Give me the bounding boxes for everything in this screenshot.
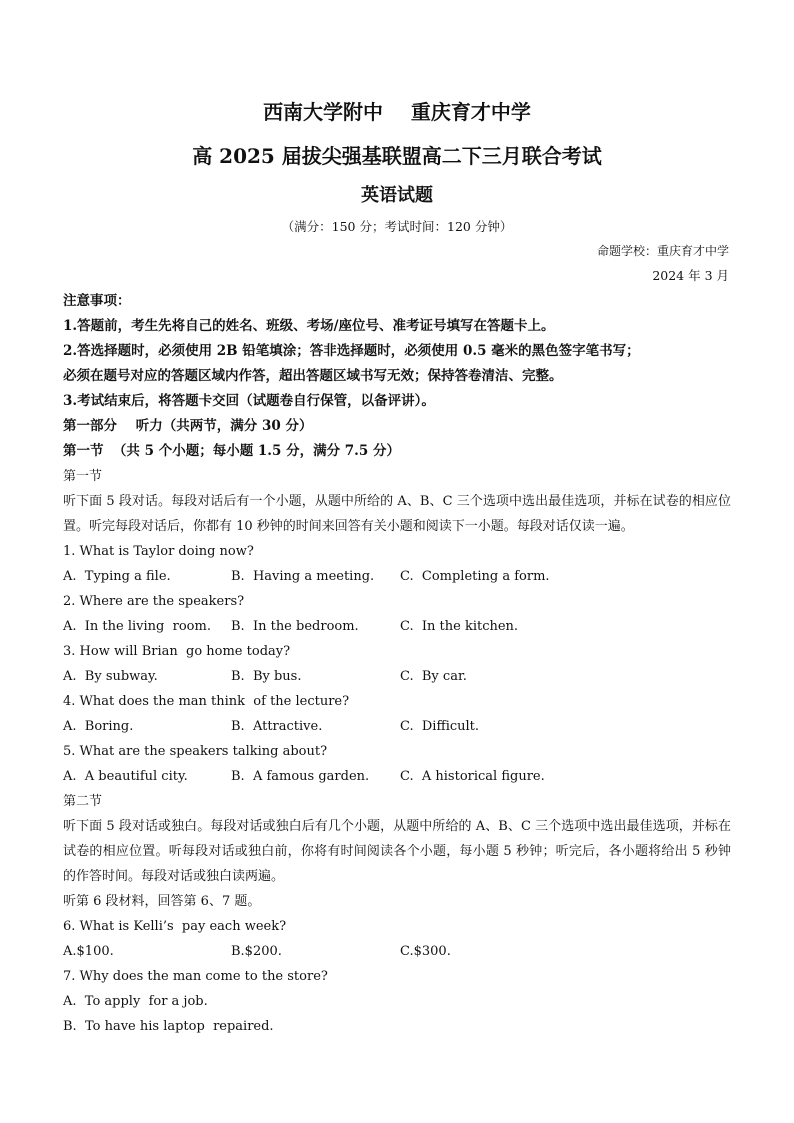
school-names: 西南大学附中 重庆育才中学 bbox=[263, 100, 531, 124]
option-a: A. To apply for a job. bbox=[63, 994, 208, 1009]
part1-heading: 第一部分 听力（共两节，满分 30 分） bbox=[63, 418, 313, 434]
question-stem: 6. What is Kelli’s pay each week? bbox=[63, 919, 287, 934]
question-2 bbox=[63, 589, 731, 639]
option-c: C. Completing a form. bbox=[400, 569, 550, 584]
setter-school: 命题学校：重庆育才中学 bbox=[596, 244, 729, 258]
note-3: 3.考试结束后，将答题卡交回（试题卷自行保管，以备评讲）。 bbox=[63, 393, 435, 409]
option-a: A. In the living room. bbox=[63, 619, 211, 634]
option-c: C. In the kitchen. bbox=[400, 619, 519, 634]
option-c: C. Difficult. bbox=[400, 719, 480, 734]
option-a: A. Boring. bbox=[63, 719, 134, 734]
section2-instructions: 听下面 5 段对话或独白。每段对话或独白后有几个小题，从题中所给的 A、B、C 三个选项中选出最佳选项，并标在试卷的相应位置。听每段对话或独白前，你将有时间阅读各个小题，每小题 5 秒钟；听完后，各小题将给出 5 秒钟的作答时间。每段对话或独白读两遍。 bbox=[63, 819, 731, 884]
exam-info: （满分：150 分；考试时间：120 分钟） bbox=[281, 219, 513, 234]
section1-heading: 第一节 （共 5 个小题；每小题 1.5 分，满分 7.5 分） bbox=[63, 443, 400, 459]
options-row bbox=[63, 564, 731, 589]
options-row bbox=[63, 664, 731, 689]
subject-title: 英语试题 bbox=[361, 185, 433, 206]
notes-heading: 注意事项： bbox=[63, 293, 131, 309]
question-stem: 2. Where are the speakers? bbox=[63, 594, 245, 609]
options-row bbox=[63, 764, 731, 789]
option-a: A. By subway. bbox=[63, 669, 158, 684]
option-a: A. Typing a file. bbox=[63, 569, 171, 584]
option-a: A.$100. bbox=[63, 944, 114, 959]
option-b: B. In the bedroom. bbox=[231, 619, 359, 634]
section2-label: 第二节 bbox=[63, 794, 103, 809]
option-b: B. Having a meeting. bbox=[231, 569, 375, 584]
option-c: C. A historical figure. bbox=[400, 769, 545, 784]
question-7 bbox=[63, 964, 731, 1039]
question-5 bbox=[63, 739, 731, 789]
question-1 bbox=[63, 539, 731, 589]
question-stem: 7. Why does the man come to the store? bbox=[63, 969, 328, 984]
section1-instructions: 听下面 5 段对话。每段对话后有一个小题，从题中所给的 A、B、C 三个选项中选出最佳选项，并标在试卷的相应位置。听完每段对话后，你都有 10 秒钟的时间来回答有关小题和阅读下一小题。每段对话仅读一遍。 bbox=[63, 494, 731, 534]
exam-title: 高 2025 届拔尖强基联盟高二下三月联合考试 bbox=[192, 144, 602, 168]
options-row bbox=[63, 614, 731, 639]
question-4 bbox=[63, 689, 731, 739]
option-b: B. By bus. bbox=[231, 669, 302, 684]
question-stem: 5. What are the speakers talking about? bbox=[63, 744, 328, 759]
note-1: 1.答题前，考生先将自己的姓名、班级、考场/座位号、准考证号填写在答题卡上。 bbox=[63, 318, 555, 334]
question-6 bbox=[63, 914, 731, 964]
note-2b: 必须在题号对应的答题区域内作答，超出答题区域书写无效；保持答卷清洁、完整。 bbox=[63, 368, 563, 384]
options-row bbox=[63, 714, 731, 739]
material-6-intro: 听第 6 段材料，回答第 6、7 题。 bbox=[63, 894, 261, 909]
option-c: C.$300. bbox=[400, 944, 451, 959]
option-a: A. A beautiful city. bbox=[63, 769, 188, 784]
note-2a: 2.答选择题时，必须使用 2B 铅笔填涂；答非选择题时，必须使用 0.5 毫米的黑色签字笔书写； bbox=[63, 343, 640, 359]
option-b: B. A famous garden. bbox=[231, 769, 370, 784]
option-b: B. To have his laptop repaired. bbox=[63, 1019, 274, 1034]
exam-body bbox=[63, 289, 731, 1039]
question-stem: 4. What does the man think of the lecture? bbox=[63, 694, 350, 709]
section1-label: 第一节 bbox=[63, 469, 103, 484]
option-b: B. Attractive. bbox=[231, 719, 323, 734]
question-stem: 3. How will Brian go home today? bbox=[63, 644, 291, 659]
question-stem: 1. What is Taylor doing now? bbox=[63, 544, 254, 559]
exam-date: 2024 年 3 月 bbox=[652, 268, 729, 283]
option-c: C. By car. bbox=[400, 669, 467, 684]
option-b: B.$200. bbox=[231, 944, 282, 959]
options-row bbox=[63, 939, 731, 964]
question-3 bbox=[63, 639, 731, 689]
